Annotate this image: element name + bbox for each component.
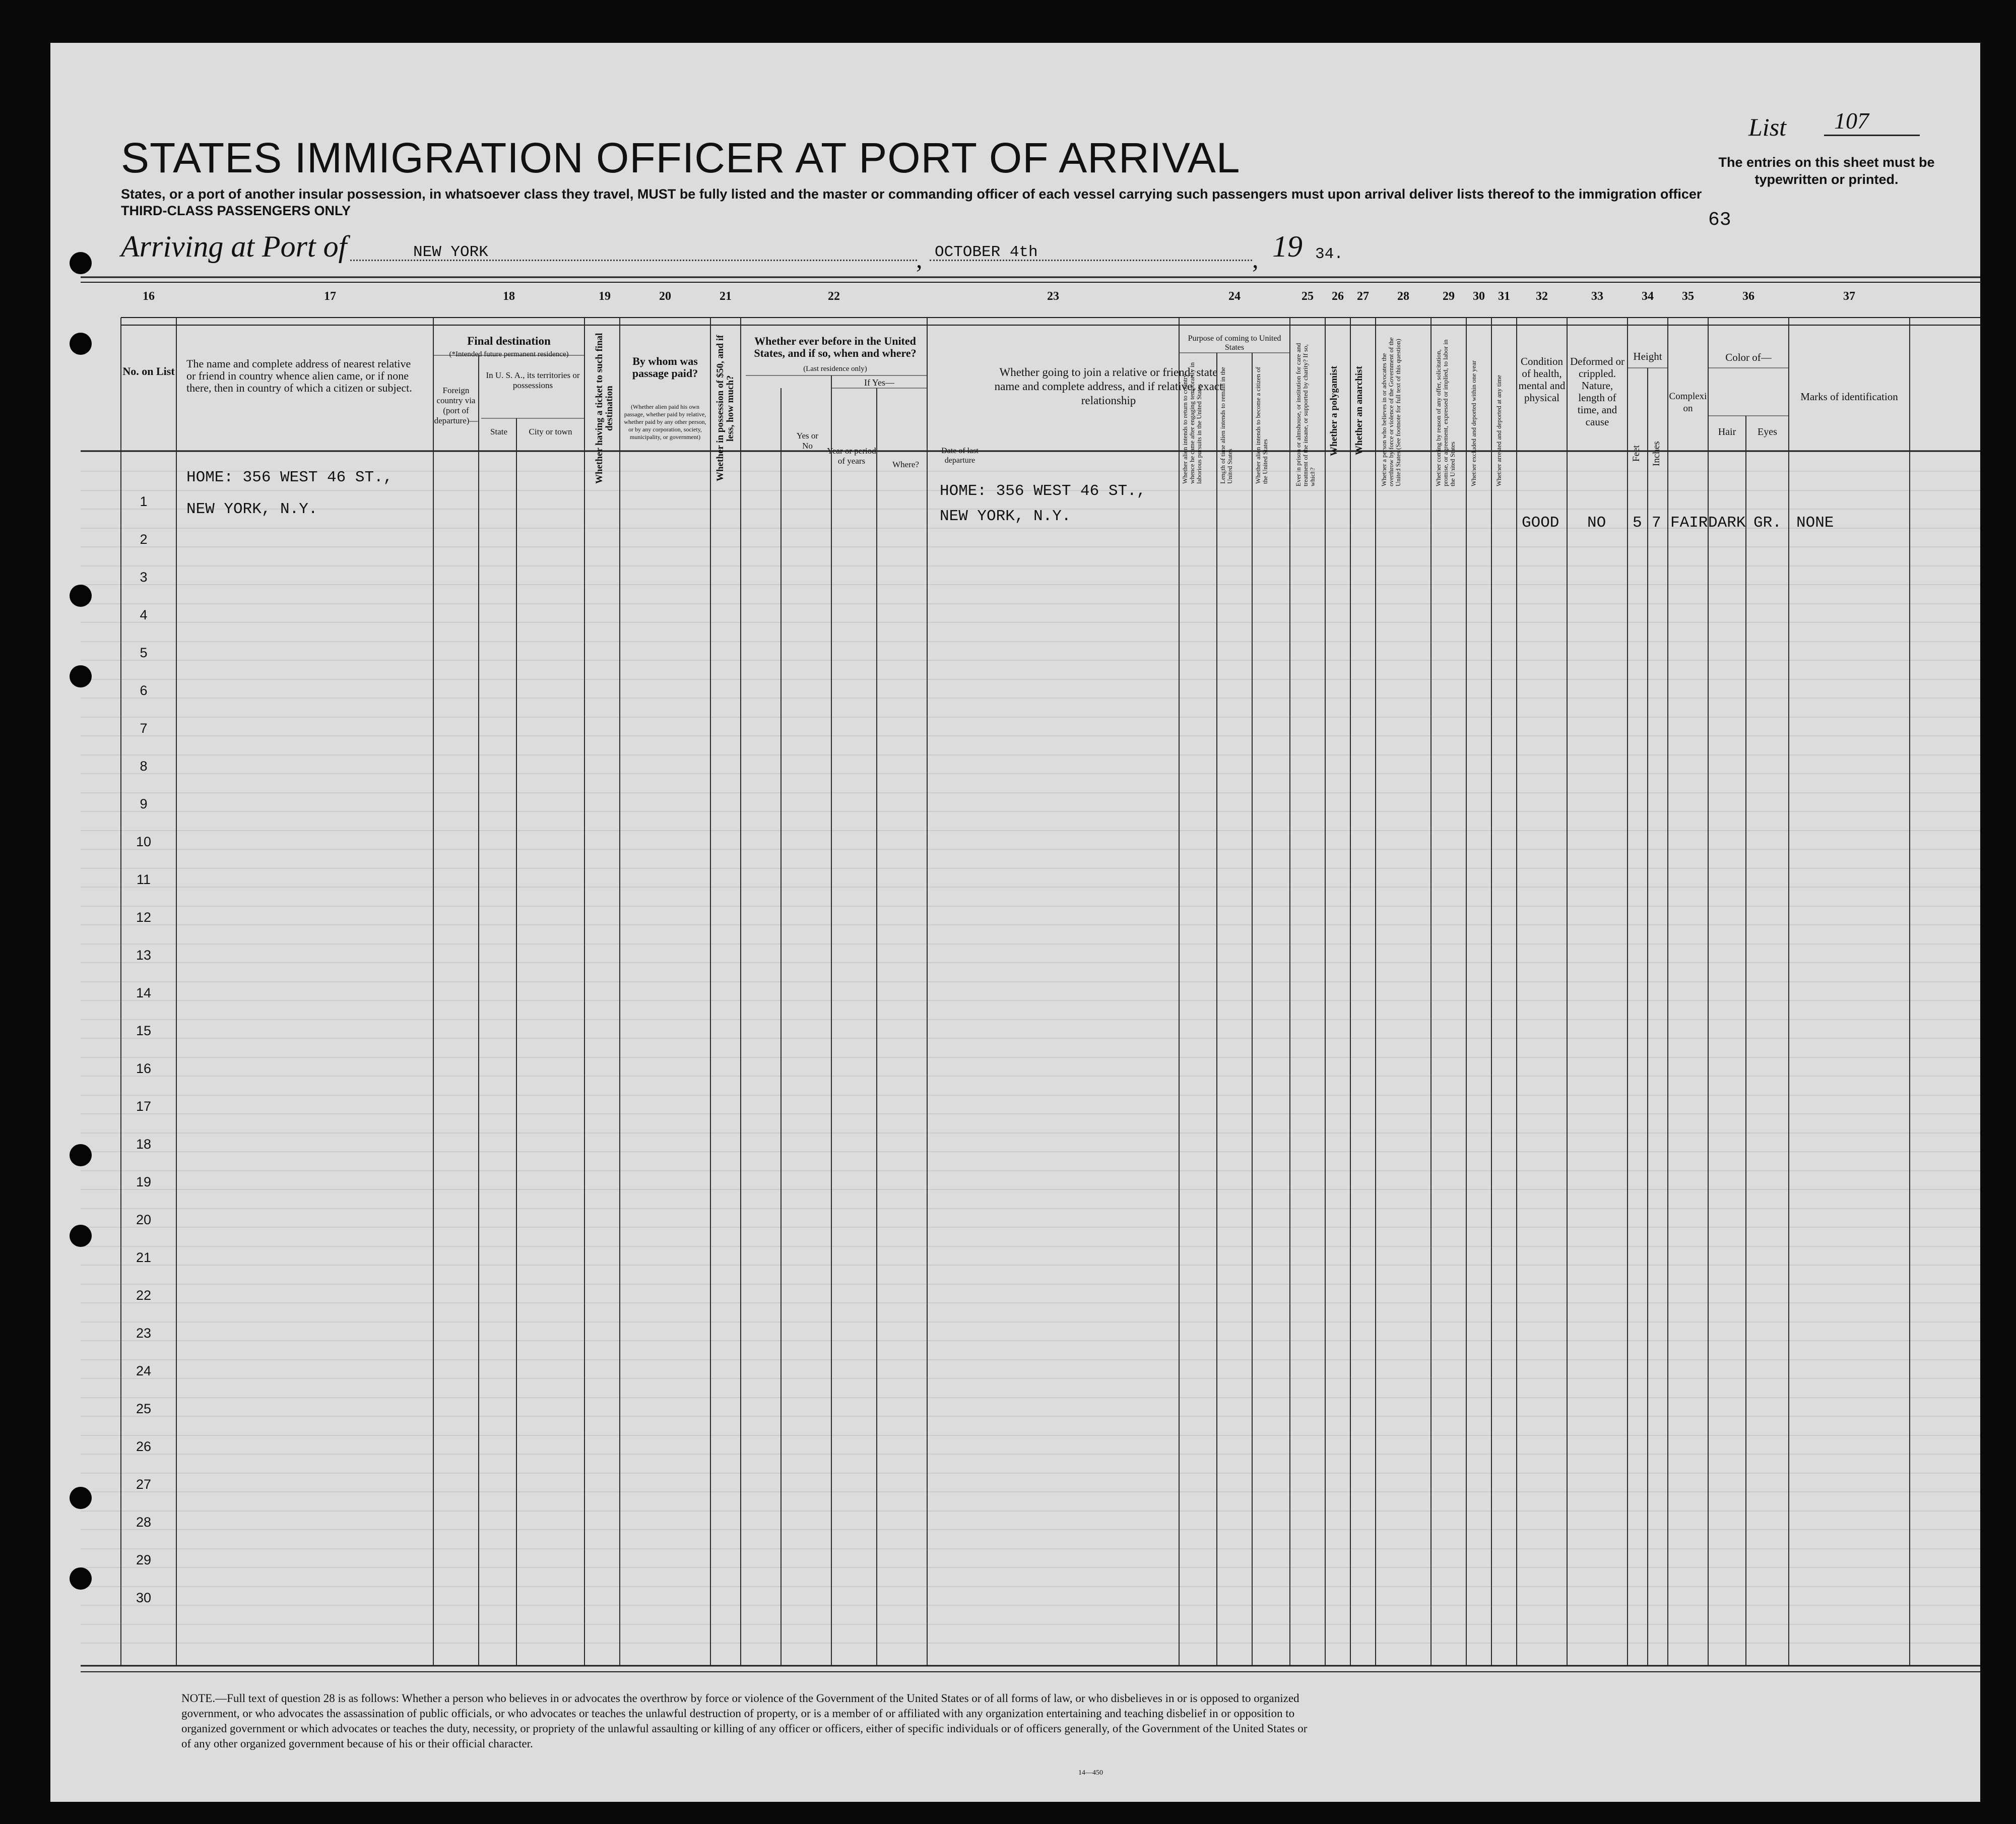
entry-inches: 7: [1652, 514, 1661, 532]
header-health: Condition of health, mental and physical: [1518, 355, 1566, 404]
binder-hole: [70, 585, 92, 607]
header-final-destination-sub: (*Intended future permanent residence): [449, 350, 569, 358]
header-polygamist: Whether a polygamist: [1329, 365, 1339, 456]
year-suffix: 34.: [1315, 245, 1343, 263]
row-number: 16: [136, 1061, 152, 1076]
header-yes-no: Yes or No: [796, 431, 819, 451]
header-ever-before: Whether ever before in the United States, and if so, when and where?: [754, 335, 917, 359]
row-number: 7: [140, 721, 148, 736]
binder-hole: [70, 1487, 92, 1509]
row-number: 30: [136, 1590, 152, 1605]
binder-hole: [70, 252, 92, 274]
row-number: 25: [136, 1401, 152, 1416]
row-number: 15: [136, 1023, 152, 1038]
binder-hole: [70, 1144, 92, 1166]
colnum-28: 28: [1397, 290, 1409, 303]
row-number: 10: [136, 834, 152, 849]
form-number: 14—450: [1078, 1769, 1103, 1777]
row-number: 17: [136, 1099, 152, 1114]
entry-deformed: NO: [1587, 514, 1606, 532]
colnum-36: 36: [1742, 290, 1754, 303]
header-state: State: [490, 427, 507, 436]
row-number: 12: [136, 910, 152, 925]
binder-hole: [70, 665, 92, 687]
row-number: 8: [140, 759, 148, 774]
colnum-27: 27: [1357, 290, 1369, 303]
header-fifty-dollars: Whether in possession of $50, and if less, how much?: [715, 335, 736, 482]
passenger-class: THIRD-CLASS PASSENGERS ONLY: [121, 203, 351, 218]
header-purpose-return: Whether alien intends to return to country whence he came after engaging temporarily in laborious pursuits in the United States: [1181, 362, 1203, 484]
comma-1: ,: [916, 245, 923, 273]
port-value: NEW YORK: [413, 243, 488, 261]
row-number: 23: [136, 1326, 152, 1341]
colnum-37: 37: [1843, 290, 1855, 303]
form-instruction: States, or a port of another insular possession, in whatsoever class they travel, MUST be fully listed and the master or commanding officer of each vessel carrying such passengers must upon arrival deliver lists thereof to the immigration officer: [121, 186, 1702, 202]
header-height: Height: [1633, 350, 1662, 362]
row-number: 22: [136, 1288, 152, 1303]
header-excluded: Whether excluded and deported within one year: [1470, 360, 1477, 486]
entry-eyes: GR.: [1753, 514, 1782, 532]
header-passage-paid: By whom was passage paid?: [632, 355, 698, 380]
form-grid: [50, 43, 1980, 1802]
header-if-yes: If Yes—: [864, 378, 894, 388]
colnum-33: 33: [1591, 290, 1603, 303]
header-no-on-list: No. on List: [122, 365, 175, 378]
header-city: City or town: [529, 427, 572, 436]
colnum-22: 22: [828, 290, 840, 303]
colnum-23: 23: [1047, 290, 1059, 303]
list-number: 107: [1834, 108, 1869, 134]
header-complexion: Complexion: [1669, 391, 1707, 414]
header-hair: Hair: [1718, 426, 1736, 437]
entries-note: The entries on this sheet must be typewritten or printed.: [1718, 155, 1935, 187]
header-foreign-country: Foreign country via (port of departure)—: [434, 386, 478, 425]
header-passage-paid-sub: (Whether alien paid his own passage, whether paid by relative, whether paid by any other person, or by any corporation, society, municipality, or government): [624, 403, 706, 441]
colnum-30: 30: [1473, 290, 1485, 303]
entry-col23-line2: NEW YORK, N.Y.: [940, 508, 1071, 525]
header-final-destination: Final destination: [467, 335, 551, 347]
sheet-number: 63: [1708, 209, 1731, 231]
header-last-departure: Date of last departure: [941, 447, 979, 465]
colnum-31: 31: [1498, 290, 1510, 303]
list-label: List: [1748, 113, 1787, 141]
header-feet: Feet: [1631, 445, 1642, 462]
header-arrested: Whether arrested and deported at any time: [1495, 375, 1503, 486]
row-number: 5: [140, 645, 148, 660]
header-deformed: Deformed or crippled. Nature, length of time, and cause: [1570, 355, 1624, 428]
row-number: 9: [140, 796, 148, 811]
header-ticket: Whether having a ticket to such final destination: [594, 333, 615, 484]
header-purpose-length: Length of time alien intends to remain in the United States: [1219, 367, 1233, 484]
colnum-34: 34: [1642, 290, 1654, 303]
header-ever-before-sub: (Last residence only): [803, 365, 867, 373]
row-number: 20: [136, 1212, 152, 1227]
colnum-29: 29: [1443, 290, 1455, 303]
header-nearest-relative: The name and complete address of nearest relative or friend in country whence alien came, or if none there, then in country of which a citizen or subject.: [186, 357, 412, 394]
header-offer-labor: Whether coming by reason of any offer, solicitation, promise, or agreement, expressed or implied, to labor in the United States: [1435, 339, 1456, 486]
row-number: 3: [140, 570, 148, 585]
row-number: 21: [136, 1250, 152, 1265]
row-number: 13: [136, 948, 152, 963]
entry-complexion: FAIR: [1670, 514, 1708, 532]
header-purpose: Purpose of coming to United States: [1188, 334, 1281, 352]
colnum-35: 35: [1682, 290, 1694, 303]
manifest-sheet: [50, 43, 1980, 1802]
header-color-of: Color of—: [1725, 351, 1772, 363]
date-value: OCTOBER 4th: [935, 243, 1038, 261]
row-number: 19: [136, 1174, 152, 1189]
colnum-32: 32: [1536, 290, 1548, 303]
row-number: 18: [136, 1137, 152, 1152]
colnum-26: 26: [1332, 290, 1344, 303]
entry-feet: 5: [1633, 514, 1642, 532]
colnum-21: 21: [720, 290, 732, 303]
header-join-relative: Whether going to join a relative or friend; state name and complete address, and if relative, exact relationship: [994, 366, 1223, 407]
colnum-19: 19: [599, 290, 611, 303]
colnum-24: 24: [1228, 290, 1241, 303]
header-where: Where?: [892, 460, 919, 469]
binder-hole: [70, 1225, 92, 1247]
header-marks: Marks of identification: [1800, 391, 1898, 403]
year-prefix: 19: [1272, 230, 1303, 263]
binder-hole: [70, 333, 92, 355]
colnum-18: 18: [503, 290, 515, 303]
entry-col17-line2: NEW YORK, N.Y.: [186, 500, 318, 518]
binder-hole: [70, 1567, 92, 1590]
header-anarchist: Whether an anarchist: [1354, 366, 1364, 456]
header-in-usa: In U. S. A., its territories or possessions: [486, 370, 580, 390]
colnum-17: 17: [324, 290, 336, 303]
header-purpose-citizen: Whether alien intends to become a citizen of the United States: [1254, 366, 1269, 484]
form-title: STATES IMMIGRATION OFFICER AT PORT OF ARRIVAL: [121, 134, 1241, 181]
header-prison: Ever in prison or almshouse, or institution for care and treatment of the insane, or supported by charity? If so, which?: [1294, 343, 1316, 486]
row-number: 11: [136, 872, 151, 887]
entry-health: GOOD: [1522, 514, 1559, 532]
colnum-16: 16: [143, 290, 155, 303]
row-number: 26: [136, 1439, 152, 1454]
row-number: 2: [140, 532, 148, 547]
entry-hair: DARK: [1708, 514, 1746, 532]
header-eyes: Eyes: [1758, 426, 1777, 437]
row-number: 14: [136, 985, 152, 1000]
header-q28: Whether a person who believes in or advocates the overthrow by force or violence of the Government of the United States (See footnote for full text of this question): [1380, 337, 1402, 486]
row-number: 24: [136, 1363, 152, 1378]
header-years: Year or period of years: [827, 446, 876, 466]
arriving-label: Arriving at Port of: [121, 230, 347, 263]
entry-marks: NONE: [1796, 514, 1834, 532]
row-number: 29: [136, 1552, 152, 1567]
entry-col17-line1: HOME: 356 WEST 46 ST.,: [186, 469, 393, 486]
header-inches: Inches: [1651, 441, 1662, 466]
comma-2: ,: [1252, 245, 1259, 273]
colnum-25: 25: [1302, 290, 1314, 303]
row-number: 27: [136, 1477, 152, 1492]
row-number: 4: [140, 607, 148, 622]
colnum-20: 20: [659, 290, 671, 303]
row-number: 6: [140, 683, 148, 698]
row-number: 28: [136, 1515, 152, 1530]
footnote: NOTE.—Full text of question 28 is as follows: Whether a person who believes in or advocates the overthrow by force or violence of the Government of the United States or of all forms of law, or who disbelieves in or is opposed to organized government, or who advocates the assassination of public officials, or who advocates or teaches the unlawful destruction of property, or is a member of or affiliated with any organization entertaining and teaching disbelief in or opposition to organized government or which advocates or teaches the duty, necessity, or propriety of the unlawful assaulting or killing of any officer or officers, either of specific individuals or of officers generally, of the Government of the United States or of any other organized government because of his or their official character.: [181, 1692, 1308, 1750]
row-number: 1: [140, 494, 148, 509]
entry-col23-line1: HOME: 356 WEST 46 ST.,: [940, 482, 1146, 500]
